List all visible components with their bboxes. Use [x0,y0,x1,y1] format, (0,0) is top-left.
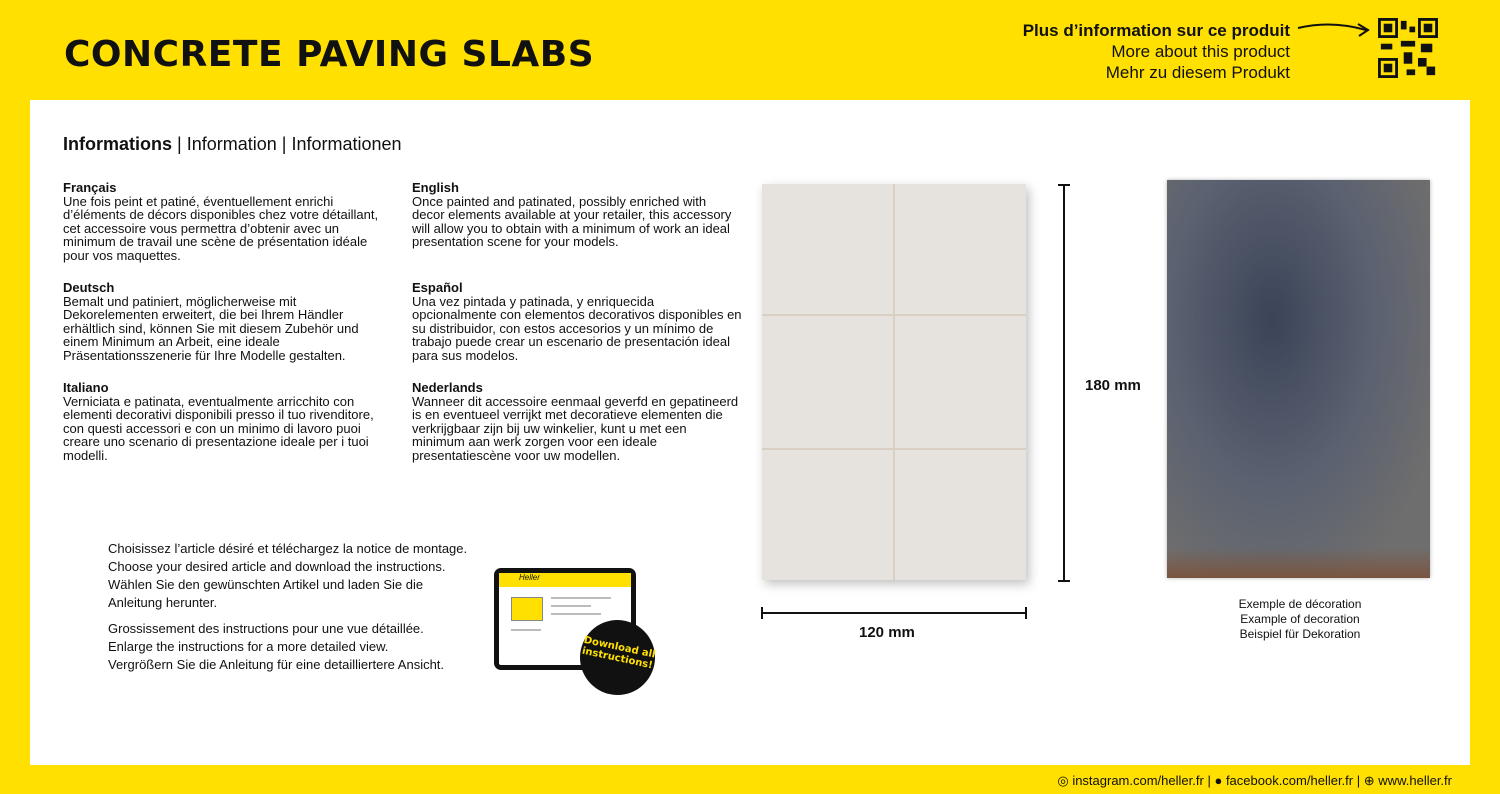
more-info [1023,20,1290,83]
more-fr: Plus d’information sur ce produit [1022,21,1290,40]
download-text: Enlarge the instructions for a more detailed view. [108,639,389,654]
download-all-badge[interactable]: Download all instructions! [573,613,662,702]
download-text: Choisissez l’article désiré et téléchargez la notice de montage. [108,541,468,556]
separator: | [177,134,182,154]
caption-fr: Exemple de décoration [1238,597,1362,611]
lang-text: Una vez pintada y patinada, y enriquecida opcionalmente con elementos decorativos disponibles en su distribuidor, con estos accesorios y un mínimo de trabajo puede crear un escenario de presentación ideal para sus modelos. [412,293,742,363]
caption-de: Beispiel für Dekoration [1239,627,1361,641]
lang-column-left [63,181,393,481]
dimension-tick [1058,580,1070,582]
decoration-caption [1210,597,1390,642]
footer-links [1057,773,1452,789]
qr-code-icon[interactable] [1378,18,1438,78]
lang-name: English [412,180,459,195]
instagram-link[interactable]: instagram.com/heller.fr [1072,773,1204,788]
heading-en: Information [186,134,277,154]
paving-slab-image [762,184,1026,580]
lang-name: Français [63,180,117,195]
facebook-link[interactable]: facebook.com/heller.fr [1225,773,1354,788]
download-text: Grossissement des instructions pour une vue détaillée. [108,621,424,636]
lang-text: Once painted and patinated, possibly enriched with decor elements available at your retailer, this accessory will allow you to obtain with a minimum of work an ideal presentation scene for your models. [412,193,732,250]
lang-block-nl [412,381,742,481]
lang-column-right [412,181,742,481]
lang-block-it [63,381,393,481]
lang-text: Bemalt und patiniert, möglicherweise mit Dekorelementen erweitert, die bei Ihrem Händler erhältlich sind, können Sie mit diesem Zubehör und einem Minimum an Arbeit, eine ideale Präsentationsszenerie für Ihre Modelle gestalten. [63,293,359,363]
width-dimension-line [761,612,1027,614]
lang-text: Verniciata e patinata, eventualmente arricchito con elementi decorativi disponibili presso il tuo rivenditore, con questi accessori e con un minimo di lavoro puoi creare uno scenario di presentazione ideale per i tuoi modelli. [63,393,374,463]
lang-name: Deutsch [63,280,115,295]
lang-block-de [63,281,393,381]
globe-icon: ⊕ [1363,773,1375,788]
separator: | [281,134,287,154]
lang-name: Español [412,280,463,295]
download-instructions [108,540,467,674]
heading-de: Informationen [291,134,402,154]
facebook-icon: ● [1214,773,1223,788]
lang-name: Nederlands [412,380,483,395]
separator: | [1207,773,1211,788]
decoration-example-image [1167,180,1430,578]
height-label: 180 mm [1085,377,1141,394]
download-text: Choose your desired article and download the instructions. [108,559,446,574]
info-heading [63,134,402,155]
separator: | [1356,773,1361,788]
instagram-icon: ◎ [1057,773,1069,788]
caption-en: Example of decoration [1240,612,1360,626]
heading-fr: Informations [63,134,173,154]
dimension-tick [1058,184,1070,186]
dimension-tick [761,607,763,619]
height-dimension-line [1063,184,1065,582]
brand-logo: Heller [499,573,631,587]
width-label: 120 mm [859,624,915,641]
lang-name: Italiano [63,380,109,395]
download-text: Wählen Sie den gewünschten Artikel und laden Sie die [108,577,424,592]
dimension-tick [1025,607,1027,619]
lang-block-fr [63,181,393,281]
lang-text: Wanneer dit accessoire eenmaal geverfd en gepatineerd is en eventueel verrijkt met decoratieve elementen die verkrijgbaar zijn bij uw winkelier, kunt u met een minimum aan werk zorgen voor een ideale presentatiescène voor uw modellen. [412,393,739,463]
more-de: Mehr zu diesem Produkt [1105,63,1290,82]
arrow-icon [1296,18,1376,42]
download-text: Vergrößern Sie die Anleitung für eine detailliertere Ansicht. [108,657,445,672]
lang-block-es [412,281,742,381]
lang-block-en [412,181,742,281]
content-panel [30,100,1470,765]
more-en: More about this product [1111,42,1290,61]
website-link[interactable]: www.heller.fr [1378,773,1452,788]
page-title: CONCRETE PAVING SLABS [64,34,595,75]
lang-text: Une fois peint et patiné, éventuellement enrichi d’éléments de décors disponibles chez votre détaillant, cet accessoire vous permettra d’obtenir avec un minimum de travail une scène de présentation idéale pour vos maquettes. [63,193,379,263]
download-text: Anleitung herunter. [108,595,218,610]
